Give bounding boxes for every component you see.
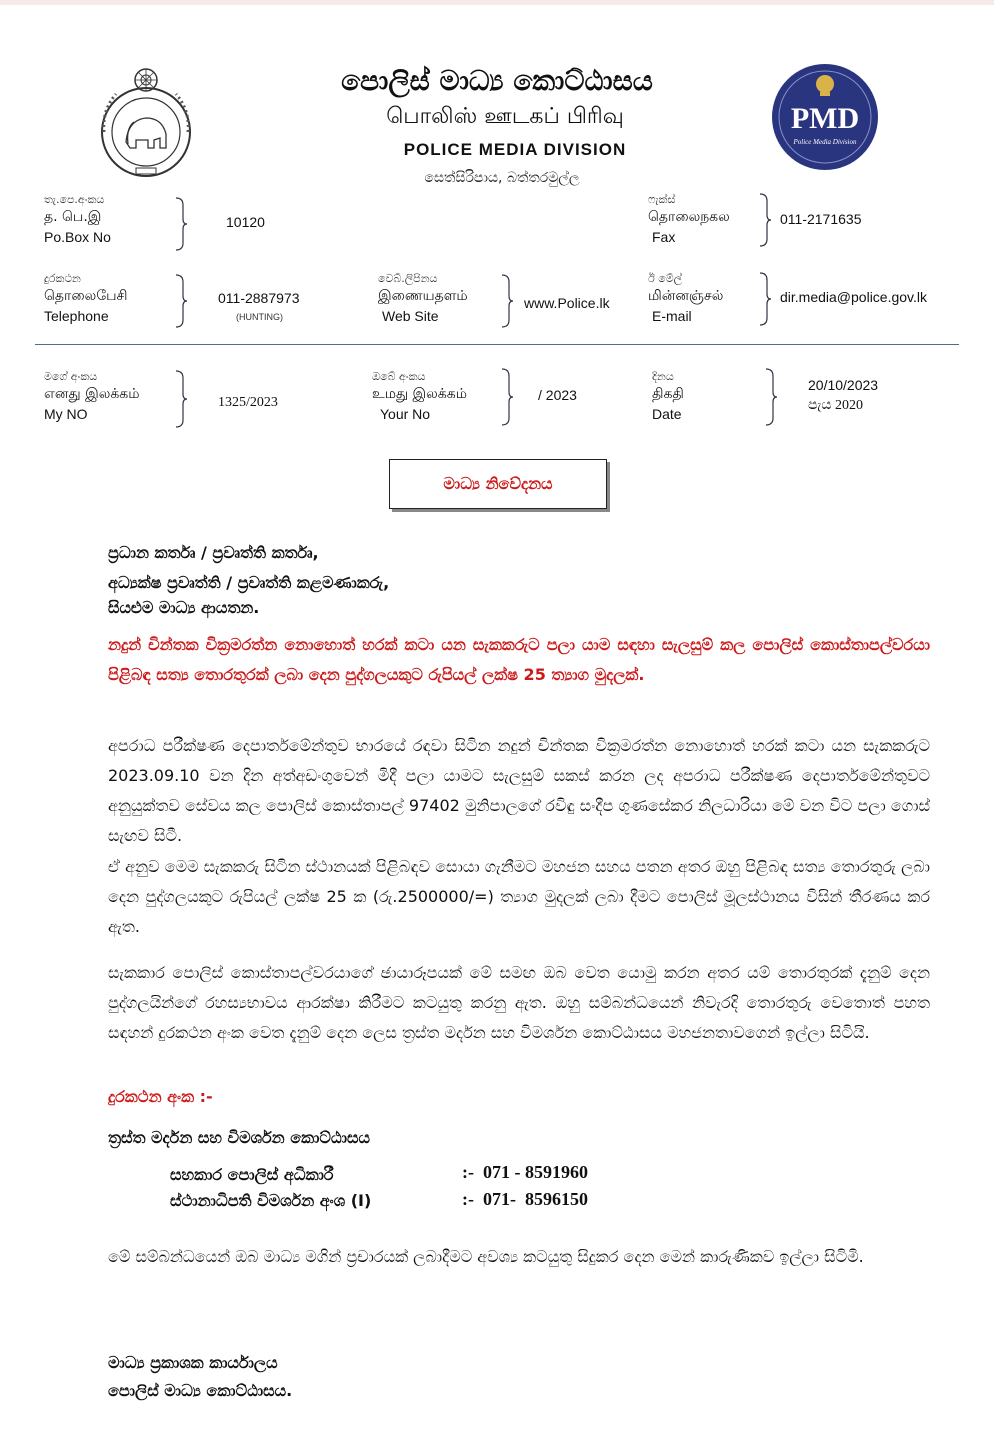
addressee-1: ප්‍රධාන කර්තෘ / ප්‍රවෘත්ති කර්තෘ, xyxy=(108,543,319,562)
your-no-label-ta: உமது இலக்கம் xyxy=(372,386,467,402)
pobox-label-ta: த. பெ.இ xyxy=(44,209,102,225)
fax-label-ta: தொலைநகல xyxy=(648,209,730,225)
fax-label-si: ෆැක්ස් xyxy=(648,193,676,206)
fax-value: 011-2171635 xyxy=(780,211,862,227)
addressee-2: අධ්‍යක්ෂ ප්‍රවෘත්ති / ප්‍රවෘත්ති කළමණාකරු, xyxy=(108,573,390,592)
email-labels xyxy=(648,272,723,326)
email-brace xyxy=(758,272,772,326)
date-labels xyxy=(652,370,684,424)
contact-2-number[interactable]: :- 071- 8596150 xyxy=(462,1189,588,1209)
date-value: 20/10/2023 xyxy=(808,377,879,393)
my-no-label-ta: எனது இலக்கம் xyxy=(44,386,140,402)
top-border xyxy=(0,0,994,5)
telephone-value: 011-2887973 xyxy=(218,290,300,306)
media-notice-title: මාධ්‍ය නිවේදනය xyxy=(389,459,607,509)
date-label-ta: திகதி xyxy=(652,386,684,402)
date-label-en: Date xyxy=(652,406,682,422)
pobox-brace xyxy=(174,197,188,251)
headline: නදුන් චින්තක වික්‍රමරත්න නොහොත් හරක් කටා යන සැකකරුට පලා යාම සඳහා සැලසුම් කල පොලිස් කොස්තාපල්වරයා පිළිබඳ සත්‍ය තොරතුරක් ලබා දෙන පුද්ගලයකුට රුපියල් ලක්ෂ 25 ත්‍යාග මුදලක්. xyxy=(108,635,930,684)
email-label-si: ඊ මේල් xyxy=(648,272,683,285)
telephone-note: (HUNTING) xyxy=(236,312,283,322)
fax-brace xyxy=(758,193,772,247)
email-label-en: E-mail xyxy=(652,308,692,324)
date-label-si: දිනය xyxy=(652,370,674,383)
contact-2-title: ස්ථානාධිපති විමර්ශන අංශ (I) xyxy=(170,1191,372,1210)
email-label-ta: மின்னஞ்சல் xyxy=(648,288,724,304)
website-label-si: වෙබ්.ලිපිනය xyxy=(378,272,438,285)
my-no-brace xyxy=(174,370,188,428)
fax-labels xyxy=(648,193,730,247)
body-paragraph-2: ඒ අනුව මෙම සැකකරු සිටින ස්ථානයක් පිළිබඳව සොයා ගැනීමට මහජන සහය පතන අතර ඔහු පිළිබඳ සත්‍ය තොරතුරු ලබා දෙන පුද්ගලයකුට රුපියල් ලක්ෂ 25 ක (රු.2500000/=) ත්‍යාග මුදලක් ලබා දීමට පොලිස් මූලස්ථානය විසින් තීරණය කර ඇත. xyxy=(108,857,930,936)
telephone-label-en: Telephone xyxy=(44,308,109,324)
title-sinhala: පොලිස් මාධ්‍ය කොට්ඨාසය xyxy=(341,64,653,97)
your-no-label-si: ඔබේ අංකය xyxy=(372,370,426,383)
website-label-ta: இணையதளம் xyxy=(378,288,468,304)
signature-line-2: පොලිස් මාධ්‍ය කොට්ඨාසය. xyxy=(108,1381,293,1400)
pmd-logo xyxy=(770,62,880,172)
title-tamil: பொலிஸ் ஊடகப் பிரிவு xyxy=(386,104,624,129)
title-english: POLICE MEDIA DIVISION xyxy=(403,140,627,159)
contacts-heading: දුරකථන අංක :- xyxy=(108,1087,213,1106)
my-no-label-en: My NO xyxy=(44,406,88,422)
contact-1-title: සහකාර පොලිස් අධිකාරී xyxy=(170,1165,334,1184)
your-no-labels xyxy=(372,370,467,424)
my-no-value: 1325/2023 xyxy=(218,395,278,410)
header-divider xyxy=(35,344,959,345)
date-brace xyxy=(764,368,778,426)
your-no-brace xyxy=(500,368,514,426)
pobox-label-si: තැ.පෙ.අංකය xyxy=(44,193,105,206)
pmd-logo-text: PMD xyxy=(790,102,860,135)
signature-line-1: මාධ්‍ය ප්‍රකාශක කාර්යාලය xyxy=(108,1353,278,1372)
pobox-value: 10120 xyxy=(226,214,265,230)
website-labels xyxy=(378,272,468,326)
telephone-brace xyxy=(174,274,188,328)
your-no-value: / 2023 xyxy=(538,387,577,403)
email-value[interactable]: dir.media@police.gov.lk xyxy=(780,289,928,305)
my-no-label-si: මගේ අංකය xyxy=(44,370,98,383)
telephone-label-ta: தொலைபேசி xyxy=(44,288,128,304)
pobox-labels xyxy=(44,193,111,247)
body-paragraph-1: අපරාධ පරීක්ෂණ දෙපාර්තමේන්තුව භාරයේ රඳවා සිටින නදුන් චින්තක වික්‍රමරත්න නොහොත් හරක් කටා යන සැකකරුට 2023.09.10 වන දින අත්අඩංගුවෙන් මිදී පලා යාමට සැලසුම් සකස් කරන ලද අපරාධ පරීක්ෂණ දෙපාර්තමේන්තුවට අනුයුක්තව සේවය කල පොලිස් කොස්තාපල් 97402 මුනිපාලගේ රවිඳු සංදීප ගුණසේකර නිලධාරියා මේ වන විට පලා ගොස් සැඟව සිටී. xyxy=(108,736,930,845)
pmd-logo-ring-text: Police Media Division xyxy=(793,138,857,146)
website-brace xyxy=(500,274,514,328)
body-paragraph-3: සැකකාර පොලිස් කොස්තාපල්වරයාගේ ඡායාරූපයක් මේ සමඟ ඔබ වෙත යොමු කරන අතර යම් තොරතුරක් දැනුම් දෙන පුද්ගලයින්ගේ රහස්‍යභාවය ආරක්ෂා කිරීමට කටයුතු කරනු ඇත. ඔහු සම්බන්ධයෙන් නිවැරදි තොරතුරු වෙතොත් පහත සඳහන් දුරකථන අංක වෙත දැනුම් දෙන ලෙස ත්‍රස්ත මර්දන සහ විමර්ශන කොට්ඨාසය මහජනතාවගෙන් ඉල්ලා සිටියි. xyxy=(108,963,930,1042)
fax-label-en: Fax xyxy=(652,229,676,245)
contact-1-number[interactable]: :- 071 - 8591960 xyxy=(462,1162,588,1182)
date-time-note: පැය 2020 xyxy=(808,398,863,413)
telephone-labels xyxy=(44,272,128,326)
website-label-en: Web Site xyxy=(382,308,439,324)
addressee-3: සියළුම මාධ්‍ය ආයතන. xyxy=(108,598,260,617)
contacts-unit: ත්‍රස්ත මර්දන සහ විමර්ශන කොට්ඨාසය xyxy=(108,1128,370,1147)
your-no-label-en: Your No xyxy=(380,406,431,422)
my-no-labels xyxy=(44,370,140,424)
address: සෙත්සිරිපාය, බත්තරමුල්ල xyxy=(424,170,580,186)
telephone-label-si: දුරකථන xyxy=(44,272,81,285)
closing-paragraph: මේ සම්බන්ධයෙන් ඔබ මාධ්‍ය මගින් ප්‍රචාරයක් ලබාදීමට අවශ්‍ය කටයුතු සිදුකර දෙන මෙන් කාරුණිකව ඉල්ලා සිටිමි. xyxy=(108,1247,864,1266)
pobox-label-en: Po.Box No xyxy=(44,229,111,245)
website-value[interactable]: www.Police.lk xyxy=(524,295,610,311)
